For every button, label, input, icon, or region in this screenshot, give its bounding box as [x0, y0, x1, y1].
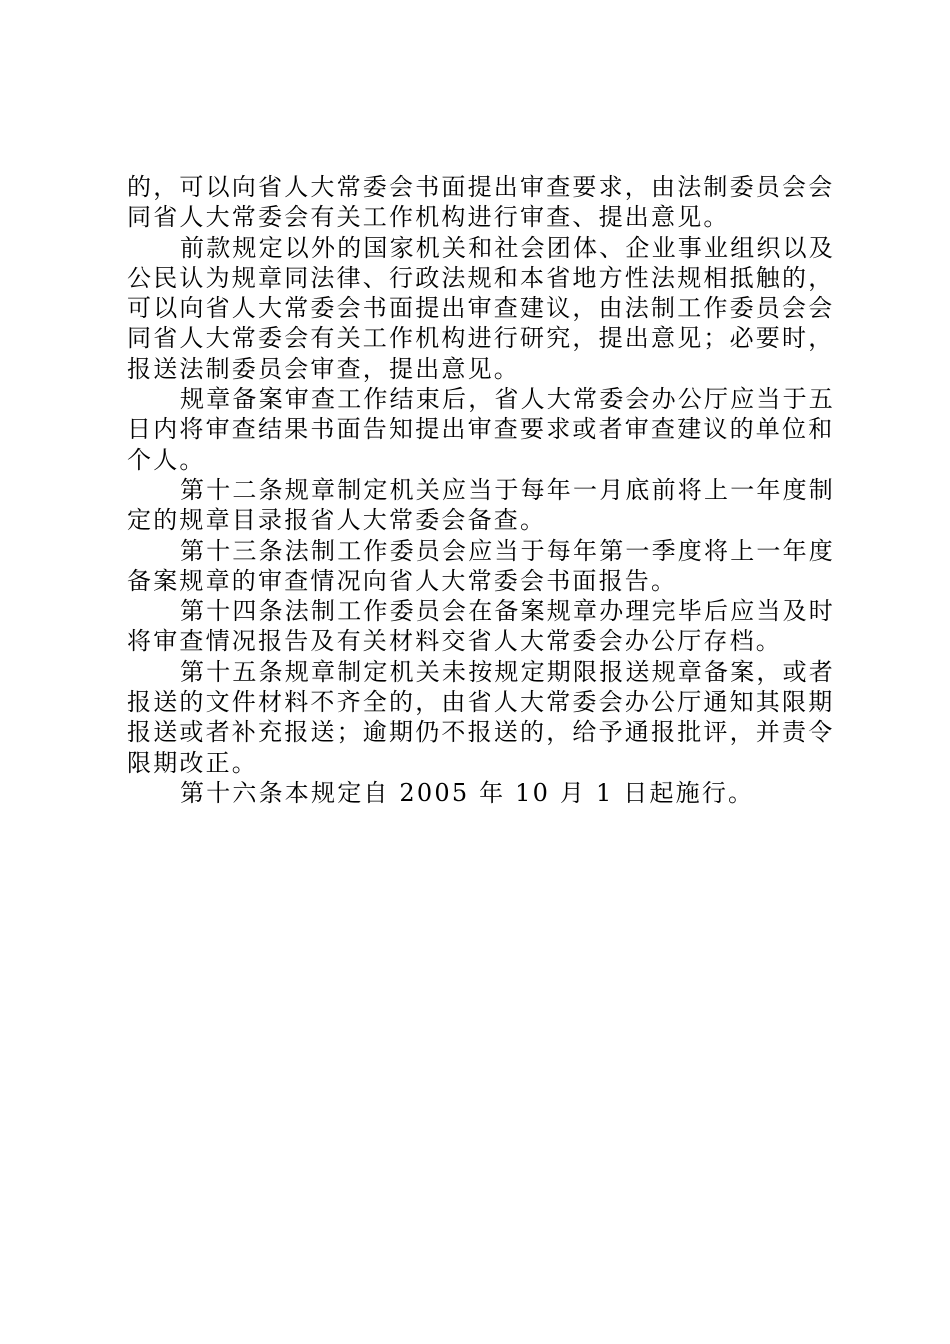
text-line: 报送法制委员会审查，提出意见。: [127, 354, 520, 383]
text-line: 可以向省人大常委会书面提出审查建议，由法制工作委员会会: [127, 294, 835, 323]
document-body: [127, 172, 833, 808]
text-line: 同省人大常委会有关工作机构进行研究，提出意见；必要时，: [127, 324, 835, 353]
text-line: 报送的文件材料不齐全的，由省人大常委会办公厅通知其限期: [127, 688, 835, 717]
text-line: 的，可以向省人大常委会书面提出审查要求，由法制委员会会: [127, 173, 835, 201]
text-line: 同省人大常委会有关工作机构进行审查、提出意见。: [127, 203, 730, 232]
text-line: 规章备案审查工作结束后，省人大常委会办公厅应当于五: [180, 385, 835, 414]
text-line: 限期改正。: [127, 748, 258, 777]
text-line: 前款规定以外的国家机关和社会团体、企业事业组织以及: [180, 233, 835, 262]
text-line: 报送或者补充报送；逾期仍不报送的，给予通报批评，并责令: [127, 718, 835, 747]
text-line: 第十五条规章制定机关未按规定期限报送规章备案，或者: [180, 657, 835, 686]
text-line: 第十六条本规定自 2005 年 10 月 1 日起施行。: [180, 778, 755, 807]
text-line: 定的规章目录报省人大常委会备查。: [127, 506, 547, 535]
text-line: 个人。: [127, 445, 206, 474]
text-line: 第十四条法制工作委员会在备案规章办理完毕后应当及时: [180, 597, 835, 626]
text-line: 日内将审查结果书面告知提出审查要求或者审查建议的单位和: [127, 415, 835, 444]
text-line: 将审查情况报告及有关材料交省人大常委会办公厅存档。: [127, 627, 782, 656]
text-line: 第十三条法制工作委员会应当于每年第一季度将上一年度: [180, 536, 835, 565]
text-line: 公民认为规章同法律、行政法规和本省地方性法规相抵触的，: [127, 263, 835, 292]
text-line: 备案规章的审查情况向省人大常委会书面报告。: [127, 566, 678, 595]
text-line: 第十二条规章制定机关应当于每年一月底前将上一年度制: [180, 475, 835, 504]
